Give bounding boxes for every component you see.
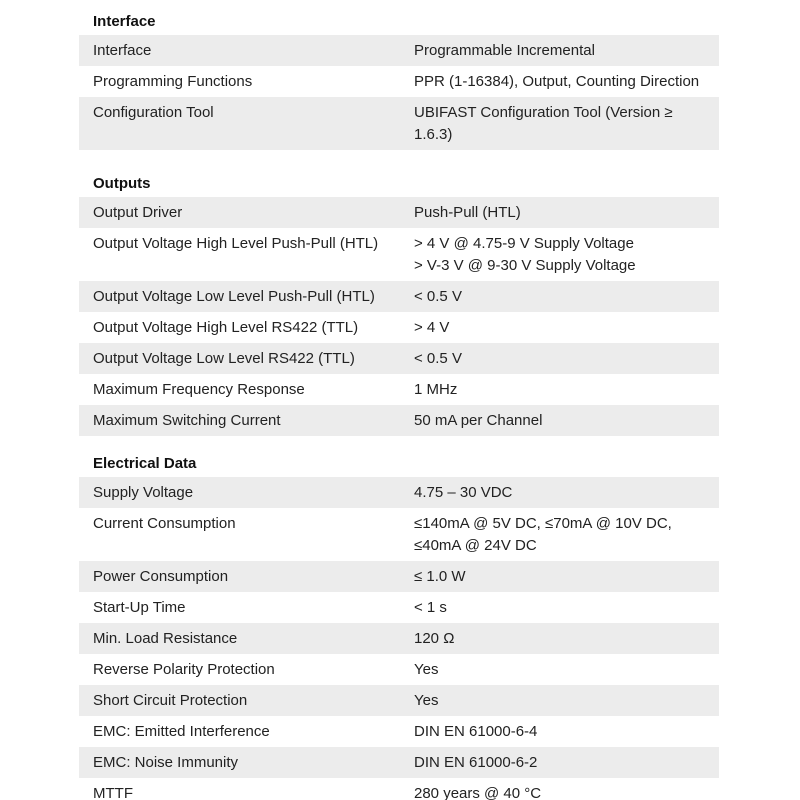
table-row — [79, 66, 719, 97]
section-title-outputs: Outputs — [93, 175, 151, 192]
row-label: Power Consumption — [79, 561, 400, 592]
table-row — [79, 561, 719, 592]
section-interface — [79, 9, 719, 150]
table-row — [79, 654, 719, 685]
table-row — [79, 685, 719, 716]
table-row — [79, 228, 719, 281]
table-row — [79, 477, 719, 508]
value-line: ≤40mA @ 24V DC — [414, 537, 537, 554]
row-label: EMC: Emitted Interference — [93, 723, 270, 740]
row-value: < 0.5 V — [400, 281, 719, 312]
table-row — [79, 97, 719, 150]
row-label: Supply Voltage — [79, 477, 400, 508]
row-value: DIN EN 61000-6-2 — [400, 747, 719, 778]
row-value: ≤ 1.0 W — [400, 561, 719, 592]
value-line: UBIFAST Configuration Tool (Version ≥ — [414, 104, 673, 121]
spec-table-outputs — [79, 197, 719, 436]
row-value: < 1 s — [414, 599, 447, 616]
table-row — [79, 197, 719, 228]
row-value: > 4 V — [414, 319, 450, 336]
row-label: MTTF — [93, 785, 133, 800]
row-label: Output Voltage Low Level Push-Pull (HTL) — [79, 281, 400, 312]
spec-table-interface — [79, 35, 719, 150]
value-line: > 4 V @ 4.75-9 V Supply Voltage — [414, 235, 634, 252]
value-line: ≤140mA @ 5V DC, ≤70mA @ 10V DC, — [414, 515, 672, 532]
row-value: Push-Pull (HTL) — [400, 197, 719, 228]
row-label: Output Voltage Low Level RS422 (TTL) — [79, 343, 400, 374]
table-row — [79, 778, 719, 800]
table-row — [79, 35, 719, 66]
table-row — [79, 343, 719, 374]
row-value: 120 Ω — [400, 623, 719, 654]
row-value: 50 mA per Channel — [400, 405, 719, 436]
row-value: 1 MHz — [414, 381, 458, 398]
table-row — [79, 281, 719, 312]
table-row — [79, 405, 719, 436]
section-outputs — [79, 171, 719, 436]
table-row — [79, 623, 719, 654]
row-value — [400, 97, 719, 150]
table-row — [79, 747, 719, 778]
row-value: Yes — [414, 661, 439, 678]
row-label: Current Consumption — [93, 515, 236, 532]
row-label: Output Driver — [79, 197, 400, 228]
row-label: Output Voltage High Level RS422 (TTL) — [93, 319, 359, 336]
table-row — [79, 312, 719, 343]
value-line: > V-3 V @ 9-30 V Supply Voltage — [414, 257, 636, 274]
row-value: Programmable Incremental — [400, 35, 719, 66]
row-label: Min. Load Resistance — [79, 623, 400, 654]
row-label: Interface — [79, 35, 400, 66]
row-value: DIN EN 61000-6-4 — [414, 723, 538, 740]
row-label: Reverse Polarity Protection — [93, 661, 275, 678]
row-label: EMC: Noise Immunity — [79, 747, 400, 778]
row-value — [400, 508, 719, 561]
section-title-interface: Interface — [93, 13, 156, 30]
row-value: Yes — [400, 685, 719, 716]
table-row — [79, 374, 719, 405]
table-row — [79, 508, 719, 561]
row-label: Output Voltage High Level Push-Pull (HTL) — [93, 235, 379, 252]
row-value: PPR (1-16384), Output, Counting Direction — [414, 73, 700, 90]
table-row — [79, 592, 719, 623]
value-line: 1.6.3) — [414, 126, 453, 143]
spec-table-electrical-data — [79, 477, 719, 800]
section-title-electrical-data: Electrical Data — [93, 455, 197, 472]
row-label: Maximum Frequency Response — [93, 381, 305, 398]
row-value: < 0.5 V — [400, 343, 719, 374]
row-label: Maximum Switching Current — [79, 405, 400, 436]
row-label: Programming Functions — [93, 73, 253, 90]
section-electrical-data — [79, 451, 719, 800]
row-value: 280 years @ 40 °C — [414, 785, 542, 800]
table-row — [79, 716, 719, 747]
row-label: Configuration Tool — [79, 97, 400, 150]
row-value — [400, 228, 719, 281]
row-label: Short Circuit Protection — [79, 685, 400, 716]
row-value: 4.75 – 30 VDC — [400, 477, 719, 508]
row-label: Start-Up Time — [93, 599, 186, 616]
